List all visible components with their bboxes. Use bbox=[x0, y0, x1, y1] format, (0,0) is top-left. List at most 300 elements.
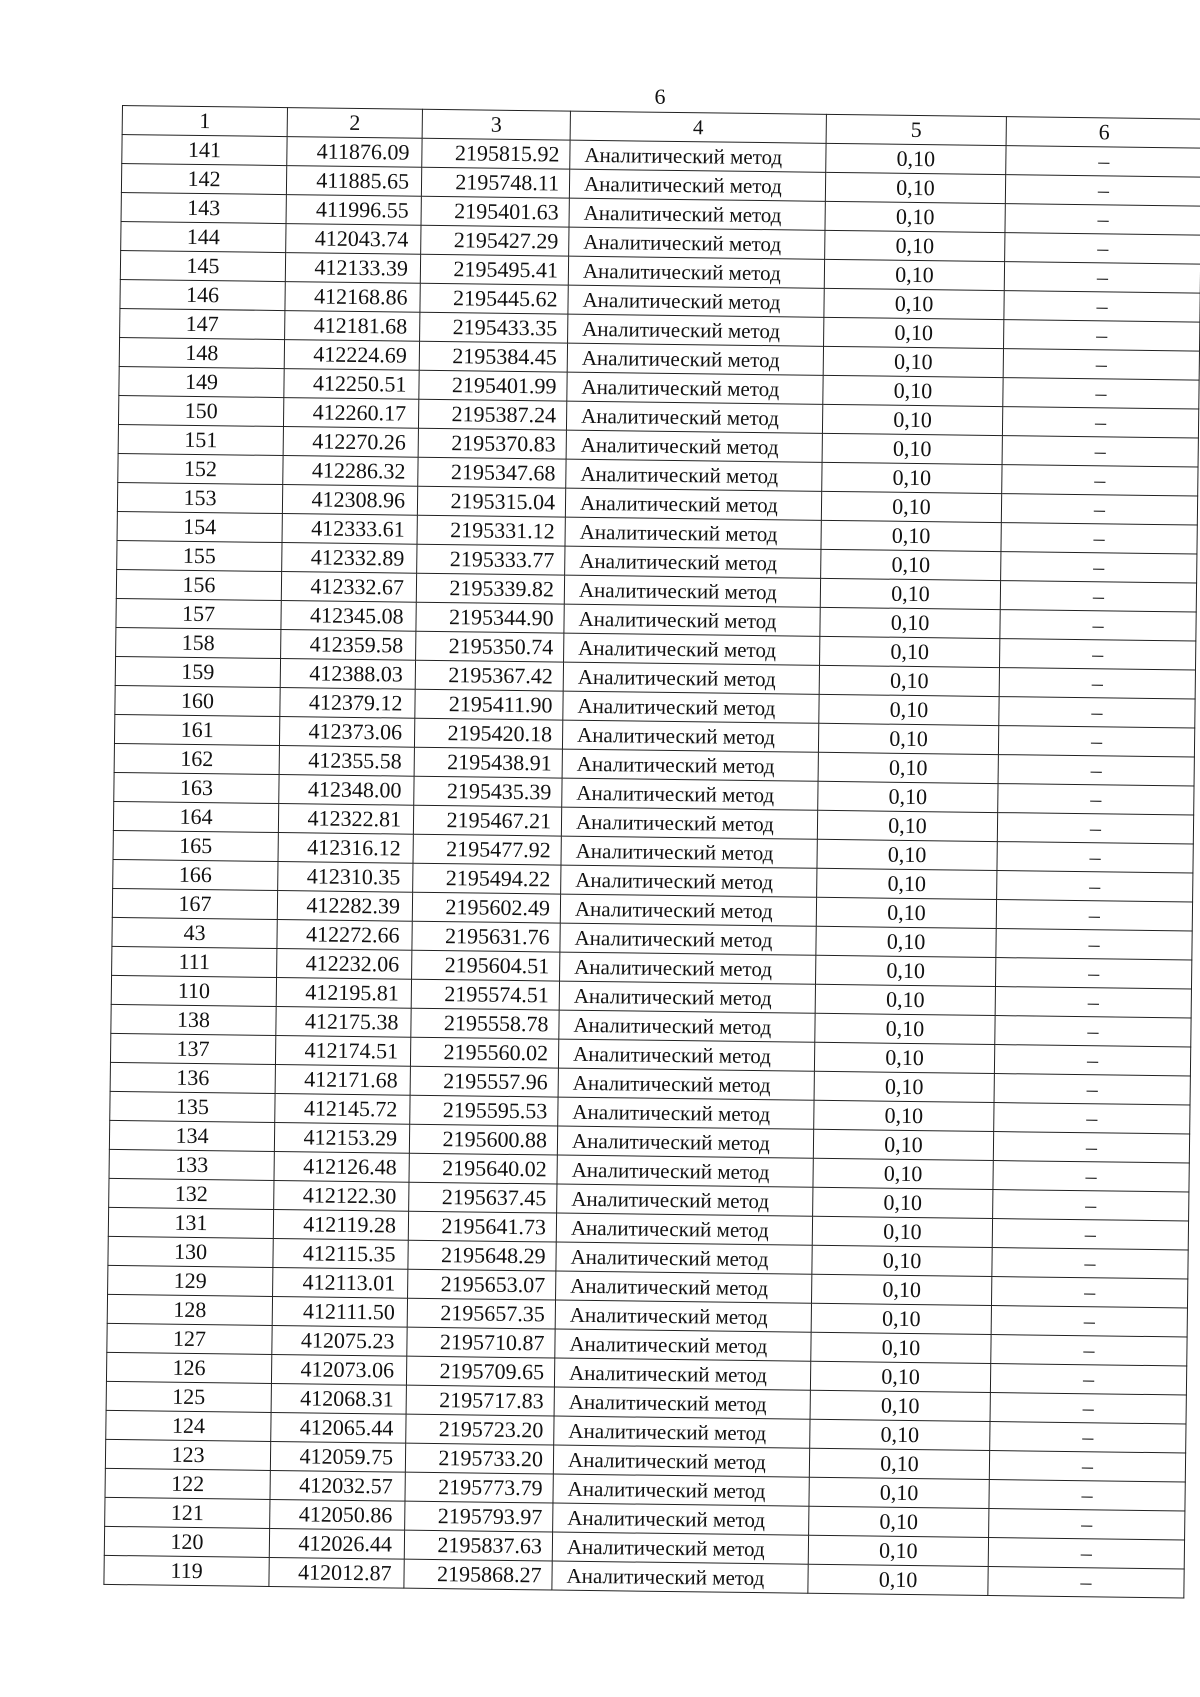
point-number-cell: 119 bbox=[104, 1555, 269, 1586]
y-coordinate-cell: 2195595.53 bbox=[410, 1095, 558, 1126]
method-cell: Аналитический метод bbox=[559, 981, 815, 1013]
accuracy-cell: 0,10 bbox=[809, 1448, 989, 1479]
x-coordinate-cell: 412195.81 bbox=[276, 978, 411, 1009]
method-cell: Аналитический метод bbox=[559, 1010, 815, 1042]
x-coordinate-cell: 412111.50 bbox=[272, 1296, 407, 1327]
y-coordinate-cell: 2195435.39 bbox=[414, 776, 562, 807]
accuracy-cell: 0,10 bbox=[818, 723, 998, 754]
header-cell-4: 4 bbox=[570, 111, 826, 143]
point-number-cell: 160 bbox=[115, 685, 280, 716]
y-coordinate-cell: 2195557.96 bbox=[410, 1066, 558, 1097]
note-cell: – bbox=[1000, 639, 1196, 670]
point-number-cell: 120 bbox=[104, 1526, 269, 1557]
accuracy-cell: 0,10 bbox=[814, 1100, 994, 1131]
y-coordinate-cell: 2195733.20 bbox=[405, 1443, 553, 1474]
note-cell: – bbox=[994, 1045, 1190, 1076]
accuracy-cell: 0,10 bbox=[819, 665, 999, 696]
method-cell: Аналитический метод bbox=[562, 778, 818, 810]
method-cell: Аналитический метод bbox=[568, 314, 824, 346]
x-coordinate-cell: 412174.51 bbox=[275, 1036, 410, 1067]
note-cell: – bbox=[991, 1335, 1187, 1366]
method-cell: Аналитический метод bbox=[563, 691, 819, 723]
method-cell: Аналитический метод bbox=[566, 459, 822, 491]
point-number-cell: 156 bbox=[116, 569, 281, 600]
point-number-cell: 136 bbox=[110, 1062, 275, 1093]
x-coordinate-cell: 412181.68 bbox=[285, 311, 420, 342]
note-cell: – bbox=[993, 1190, 1189, 1221]
accuracy-cell: 0,10 bbox=[814, 1071, 994, 1102]
x-coordinate-cell: 412355.58 bbox=[279, 746, 414, 777]
note-cell: – bbox=[1004, 262, 1200, 293]
accuracy-cell: 0,10 bbox=[822, 462, 1002, 493]
accuracy-cell: 0,10 bbox=[826, 143, 1006, 174]
y-coordinate-cell: 2195494.22 bbox=[413, 863, 561, 894]
point-number-cell: 131 bbox=[108, 1207, 273, 1238]
x-coordinate-cell: 412270.26 bbox=[283, 427, 418, 458]
accuracy-cell: 0,10 bbox=[823, 375, 1003, 406]
note-cell: – bbox=[1001, 552, 1197, 583]
point-number-cell: 126 bbox=[106, 1352, 271, 1383]
accuracy-cell: 0,10 bbox=[825, 201, 1005, 232]
accuracy-cell: 0,10 bbox=[824, 288, 1004, 319]
x-coordinate-cell: 412322.81 bbox=[278, 804, 413, 835]
accuracy-cell: 0,10 bbox=[825, 172, 1005, 203]
y-coordinate-cell: 2195315.04 bbox=[417, 486, 565, 517]
y-coordinate-cell: 2195331.12 bbox=[417, 515, 565, 546]
y-coordinate-cell: 2195467.21 bbox=[413, 805, 561, 836]
method-cell: Аналитический метод bbox=[563, 662, 819, 694]
x-coordinate-cell: 411996.55 bbox=[286, 195, 421, 226]
point-number-cell: 163 bbox=[114, 772, 279, 803]
method-cell: Аналитический метод bbox=[566, 430, 822, 462]
point-number-cell: 138 bbox=[111, 1004, 276, 1035]
method-cell: Аналитический метод bbox=[564, 633, 820, 665]
method-cell: Аналитический метод bbox=[565, 488, 821, 520]
method-cell: Аналитический метод bbox=[552, 1532, 808, 1564]
note-cell: – bbox=[999, 697, 1195, 728]
method-cell: Аналитический метод bbox=[557, 1155, 813, 1187]
point-number-cell: 129 bbox=[108, 1265, 273, 1296]
point-number-cell: 142 bbox=[121, 164, 286, 195]
note-cell: – bbox=[997, 813, 1193, 844]
accuracy-cell: 0,10 bbox=[816, 897, 996, 928]
method-cell: Аналитический метод bbox=[564, 575, 820, 607]
point-number-cell: 158 bbox=[116, 627, 281, 658]
point-number-cell: 150 bbox=[118, 395, 283, 426]
x-coordinate-cell: 412126.48 bbox=[274, 1151, 409, 1182]
x-coordinate-cell: 412175.38 bbox=[276, 1007, 411, 1038]
method-cell: Аналитический метод bbox=[565, 546, 821, 578]
note-cell: – bbox=[993, 1132, 1189, 1163]
note-cell: – bbox=[1001, 494, 1197, 525]
point-number-cell: 134 bbox=[109, 1120, 274, 1151]
note-cell: – bbox=[988, 1567, 1184, 1598]
method-cell: Аналитический метод bbox=[565, 517, 821, 549]
note-cell: – bbox=[997, 842, 1193, 873]
x-coordinate-cell: 412075.23 bbox=[272, 1325, 407, 1356]
point-number-cell: 145 bbox=[120, 250, 285, 281]
accuracy-cell: 0,10 bbox=[821, 520, 1001, 551]
x-coordinate-cell: 412232.06 bbox=[277, 949, 412, 980]
y-coordinate-cell: 2195387.24 bbox=[418, 399, 566, 430]
accuracy-cell: 0,10 bbox=[812, 1245, 992, 1276]
x-coordinate-cell: 412133.39 bbox=[285, 253, 420, 284]
accuracy-cell: 0,10 bbox=[817, 810, 997, 841]
x-coordinate-cell: 412050.86 bbox=[270, 1499, 405, 1530]
point-number-cell: 157 bbox=[116, 598, 281, 629]
point-number-cell: 127 bbox=[107, 1323, 272, 1354]
method-cell: Аналитический метод bbox=[554, 1416, 810, 1448]
note-cell: – bbox=[990, 1364, 1186, 1395]
y-coordinate-cell: 2195748.11 bbox=[421, 167, 569, 198]
accuracy-cell: 0,10 bbox=[810, 1361, 990, 1392]
y-coordinate-cell: 2195411.90 bbox=[415, 689, 563, 720]
note-cell: – bbox=[1005, 204, 1200, 235]
x-coordinate-cell: 412068.31 bbox=[271, 1383, 406, 1414]
note-cell: – bbox=[989, 1451, 1185, 1482]
method-cell: Аналитический метод bbox=[568, 256, 824, 288]
point-number-cell: 147 bbox=[120, 308, 285, 339]
y-coordinate-cell: 2195574.51 bbox=[411, 979, 559, 1010]
method-cell: Аналитический метод bbox=[556, 1242, 812, 1274]
point-number-cell: 135 bbox=[110, 1091, 275, 1122]
note-cell: – bbox=[1000, 610, 1196, 641]
accuracy-cell: 0,10 bbox=[810, 1419, 990, 1450]
note-cell: – bbox=[989, 1480, 1185, 1511]
accuracy-cell: 0,10 bbox=[824, 317, 1004, 348]
method-cell: Аналитический метод bbox=[569, 227, 825, 259]
note-cell: – bbox=[1005, 175, 1200, 206]
x-coordinate-cell: 412332.89 bbox=[282, 543, 417, 574]
note-cell: – bbox=[1004, 320, 1200, 351]
y-coordinate-cell: 2195445.62 bbox=[420, 283, 568, 314]
y-coordinate-cell: 2195648.29 bbox=[408, 1240, 556, 1271]
method-cell: Аналитический метод bbox=[560, 894, 816, 926]
point-number-cell: 111 bbox=[112, 946, 277, 977]
coordinates-table-container bbox=[103, 105, 1200, 1598]
y-coordinate-cell: 2195631.76 bbox=[412, 921, 560, 952]
note-cell: – bbox=[994, 1103, 1190, 1134]
point-number-cell: 133 bbox=[109, 1149, 274, 1180]
note-cell: – bbox=[992, 1219, 1188, 1250]
accuracy-cell: 0,10 bbox=[813, 1158, 993, 1189]
y-coordinate-cell: 2195433.35 bbox=[420, 312, 568, 343]
point-number-cell: 146 bbox=[120, 279, 285, 310]
method-cell: Аналитический метод bbox=[554, 1358, 810, 1390]
accuracy-cell: 0,10 bbox=[816, 926, 996, 957]
method-cell: Аналитический метод bbox=[555, 1300, 811, 1332]
point-number-cell: 144 bbox=[121, 221, 286, 252]
x-coordinate-cell: 412171.68 bbox=[275, 1065, 410, 1096]
note-cell: – bbox=[998, 755, 1194, 786]
y-coordinate-cell: 2195600.88 bbox=[409, 1124, 557, 1155]
y-coordinate-cell: 2195401.99 bbox=[419, 370, 567, 401]
method-cell: Аналитический метод bbox=[558, 1039, 814, 1071]
method-cell: Аналитический метод bbox=[552, 1561, 808, 1593]
y-coordinate-cell: 2195710.87 bbox=[407, 1327, 555, 1358]
accuracy-cell: 0,10 bbox=[821, 491, 1001, 522]
note-cell: – bbox=[995, 958, 1191, 989]
header-cell-2: 2 bbox=[287, 108, 422, 139]
accuracy-cell: 0,10 bbox=[815, 1013, 995, 1044]
accuracy-cell: 0,10 bbox=[810, 1390, 990, 1421]
x-coordinate-cell: 412310.35 bbox=[278, 862, 413, 893]
note-cell: – bbox=[991, 1306, 1187, 1337]
y-coordinate-cell: 2195344.90 bbox=[416, 602, 564, 633]
accuracy-cell: 0,10 bbox=[823, 346, 1003, 377]
note-cell: – bbox=[997, 871, 1193, 902]
note-cell: – bbox=[995, 987, 1191, 1018]
accuracy-cell: 0,10 bbox=[822, 404, 1002, 435]
y-coordinate-cell: 2195370.83 bbox=[418, 428, 566, 459]
note-cell: – bbox=[1000, 581, 1196, 612]
page-number: 6 bbox=[654, 84, 666, 109]
method-cell: Аналитический метод bbox=[561, 807, 817, 839]
note-cell: – bbox=[999, 668, 1195, 699]
y-coordinate-cell: 2195477.92 bbox=[413, 834, 561, 865]
method-cell: Аналитический метод bbox=[561, 836, 817, 868]
accuracy-cell: 0,10 bbox=[811, 1303, 991, 1334]
accuracy-cell: 0,10 bbox=[821, 549, 1001, 580]
method-cell: Аналитический метод bbox=[566, 401, 822, 433]
point-number-cell: 121 bbox=[105, 1497, 270, 1528]
x-coordinate-cell: 412073.06 bbox=[271, 1354, 406, 1385]
y-coordinate-cell: 2195717.83 bbox=[406, 1385, 554, 1416]
method-cell: Аналитический метод bbox=[555, 1329, 811, 1361]
point-number-cell: 167 bbox=[112, 888, 277, 919]
point-number-cell: 110 bbox=[111, 975, 276, 1006]
x-coordinate-cell: 412122.30 bbox=[274, 1180, 409, 1211]
method-cell: Аналитический метод bbox=[557, 1126, 813, 1158]
y-coordinate-cell: 2195347.68 bbox=[418, 457, 566, 488]
note-cell: – bbox=[1003, 349, 1199, 380]
x-coordinate-cell: 412043.74 bbox=[286, 224, 421, 255]
x-coordinate-cell: 412113.01 bbox=[273, 1267, 408, 1298]
note-cell: – bbox=[1005, 233, 1200, 264]
accuracy-cell: 0,10 bbox=[820, 578, 1000, 609]
note-cell: – bbox=[990, 1393, 1186, 1424]
method-cell: Аналитический метод bbox=[558, 1068, 814, 1100]
y-coordinate-cell: 2195560.02 bbox=[410, 1037, 558, 1068]
x-coordinate-cell: 411885.65 bbox=[286, 166, 421, 197]
method-cell: Аналитический метод bbox=[558, 1097, 814, 1129]
accuracy-cell: 0,10 bbox=[820, 607, 1000, 638]
y-coordinate-cell: 2195653.07 bbox=[408, 1269, 556, 1300]
accuracy-cell: 0,10 bbox=[817, 868, 997, 899]
accuracy-cell: 0,10 bbox=[808, 1564, 988, 1595]
accuracy-cell: 0,10 bbox=[818, 752, 998, 783]
x-coordinate-cell: 411876.09 bbox=[287, 137, 422, 168]
note-cell: – bbox=[1002, 436, 1198, 467]
point-number-cell: 125 bbox=[106, 1381, 271, 1412]
point-number-cell: 151 bbox=[118, 424, 283, 455]
y-coordinate-cell: 2195420.18 bbox=[414, 718, 562, 749]
x-coordinate-cell: 412345.08 bbox=[281, 601, 416, 632]
accuracy-cell: 0,10 bbox=[811, 1274, 991, 1305]
x-coordinate-cell: 412286.32 bbox=[283, 456, 418, 487]
header-cell-1: 1 bbox=[122, 106, 287, 137]
y-coordinate-cell: 2195837.63 bbox=[404, 1530, 552, 1561]
note-cell: – bbox=[1002, 407, 1198, 438]
y-coordinate-cell: 2195367.42 bbox=[415, 660, 563, 691]
accuracy-cell: 0,10 bbox=[809, 1477, 989, 1508]
y-coordinate-cell: 2195333.77 bbox=[417, 544, 565, 575]
point-number-cell: 152 bbox=[118, 453, 283, 484]
accuracy-cell: 0,10 bbox=[814, 1042, 994, 1073]
y-coordinate-cell: 2195350.74 bbox=[416, 631, 564, 662]
accuracy-cell: 0,10 bbox=[825, 230, 1005, 261]
accuracy-cell: 0,10 bbox=[808, 1535, 988, 1566]
x-coordinate-cell: 412119.28 bbox=[273, 1209, 408, 1240]
accuracy-cell: 0,10 bbox=[809, 1506, 989, 1537]
y-coordinate-cell: 2195709.65 bbox=[406, 1356, 554, 1387]
point-number-cell: 130 bbox=[108, 1236, 273, 1267]
y-coordinate-cell: 2195604.51 bbox=[412, 950, 560, 981]
x-coordinate-cell: 412250.51 bbox=[284, 369, 419, 400]
method-cell: Аналитический метод bbox=[560, 952, 816, 984]
method-cell: Аналитический метод bbox=[553, 1503, 809, 1535]
x-coordinate-cell: 412348.00 bbox=[279, 775, 414, 806]
method-cell: Аналитический метод bbox=[570, 140, 826, 172]
y-coordinate-cell: 2195438.91 bbox=[414, 747, 562, 778]
x-coordinate-cell: 412026.44 bbox=[269, 1528, 404, 1559]
x-coordinate-cell: 412308.96 bbox=[282, 485, 417, 516]
point-number-cell: 165 bbox=[113, 830, 278, 861]
method-cell: Аналитический метод bbox=[562, 720, 818, 752]
note-cell: – bbox=[1006, 146, 1200, 177]
point-number-cell: 141 bbox=[122, 135, 287, 166]
point-number-cell: 154 bbox=[117, 511, 282, 542]
x-coordinate-cell: 412388.03 bbox=[280, 659, 415, 690]
y-coordinate-cell: 2195384.45 bbox=[419, 341, 567, 372]
point-number-cell: 43 bbox=[112, 917, 277, 948]
header-cell-5: 5 bbox=[826, 114, 1006, 145]
point-number-cell: 148 bbox=[119, 337, 284, 368]
y-coordinate-cell: 2195773.79 bbox=[405, 1472, 553, 1503]
accuracy-cell: 0,10 bbox=[819, 694, 999, 725]
y-coordinate-cell: 2195401.63 bbox=[421, 196, 569, 227]
x-coordinate-cell: 412272.66 bbox=[277, 920, 412, 951]
method-cell: Аналитический метод bbox=[553, 1474, 809, 1506]
accuracy-cell: 0,10 bbox=[815, 984, 995, 1015]
note-cell: – bbox=[1001, 523, 1197, 554]
note-cell: – bbox=[992, 1248, 1188, 1279]
point-number-cell: 122 bbox=[105, 1468, 270, 1499]
x-coordinate-cell: 412316.12 bbox=[278, 833, 413, 864]
y-coordinate-cell: 2195637.45 bbox=[409, 1182, 557, 1213]
y-coordinate-cell: 2195339.82 bbox=[416, 573, 564, 604]
point-number-cell: 137 bbox=[110, 1033, 275, 1064]
point-number-cell: 161 bbox=[114, 714, 279, 745]
note-cell: – bbox=[995, 1016, 1191, 1047]
method-cell: Аналитический метод bbox=[567, 343, 823, 375]
point-number-cell: 143 bbox=[121, 192, 286, 223]
note-cell: – bbox=[998, 784, 1194, 815]
note-cell: – bbox=[989, 1509, 1185, 1540]
x-coordinate-cell: 412224.69 bbox=[284, 340, 419, 371]
method-cell: Аналитический метод bbox=[569, 198, 825, 230]
accuracy-cell: 0,10 bbox=[817, 839, 997, 870]
x-coordinate-cell: 412145.72 bbox=[275, 1094, 410, 1125]
point-number-cell: 159 bbox=[115, 656, 280, 687]
point-number-cell: 128 bbox=[107, 1294, 272, 1325]
x-coordinate-cell: 412332.67 bbox=[281, 572, 416, 603]
x-coordinate-cell: 412379.12 bbox=[280, 688, 415, 719]
header-cell-3: 3 bbox=[422, 109, 570, 140]
note-cell: – bbox=[991, 1277, 1187, 1308]
coordinates-table bbox=[103, 105, 1200, 1598]
y-coordinate-cell: 2195868.27 bbox=[404, 1559, 552, 1590]
accuracy-cell: 0,10 bbox=[813, 1129, 993, 1160]
x-coordinate-cell: 412260.17 bbox=[283, 398, 418, 429]
note-cell: – bbox=[1004, 291, 1200, 322]
method-cell: Аналитический метод bbox=[561, 865, 817, 897]
accuracy-cell: 0,10 bbox=[818, 781, 998, 812]
method-cell: Аналитический метод bbox=[567, 372, 823, 404]
note-cell: – bbox=[994, 1074, 1190, 1105]
y-coordinate-cell: 2195793.97 bbox=[405, 1501, 553, 1532]
accuracy-cell: 0,10 bbox=[824, 259, 1004, 290]
note-cell: – bbox=[1003, 378, 1199, 409]
method-cell: Аналитический метод bbox=[553, 1445, 809, 1477]
y-coordinate-cell: 2195640.02 bbox=[409, 1153, 557, 1184]
y-coordinate-cell: 2195815.92 bbox=[422, 138, 570, 169]
x-coordinate-cell: 412012.87 bbox=[269, 1557, 404, 1588]
point-number-cell: 164 bbox=[113, 801, 278, 832]
note-cell: – bbox=[996, 929, 1192, 960]
note-cell: – bbox=[988, 1538, 1184, 1569]
accuracy-cell: 0,10 bbox=[816, 955, 996, 986]
y-coordinate-cell: 2195495.41 bbox=[420, 254, 568, 285]
x-coordinate-cell: 412059.75 bbox=[270, 1441, 405, 1472]
accuracy-cell: 0,10 bbox=[822, 433, 1002, 464]
x-coordinate-cell: 412153.29 bbox=[274, 1122, 409, 1153]
x-coordinate-cell: 412359.58 bbox=[281, 630, 416, 661]
x-coordinate-cell: 412032.57 bbox=[270, 1470, 405, 1501]
x-coordinate-cell: 412065.44 bbox=[271, 1412, 406, 1443]
y-coordinate-cell: 2195641.73 bbox=[408, 1211, 556, 1242]
point-number-cell: 149 bbox=[119, 366, 284, 397]
x-coordinate-cell: 412282.39 bbox=[277, 891, 412, 922]
method-cell: Аналитический метод bbox=[556, 1213, 812, 1245]
header-cell-6: 6 bbox=[1006, 117, 1200, 148]
point-number-cell: 132 bbox=[109, 1178, 274, 1209]
method-cell: Аналитический метод bbox=[562, 749, 818, 781]
y-coordinate-cell: 2195657.35 bbox=[407, 1298, 555, 1329]
point-number-cell: 162 bbox=[114, 743, 279, 774]
note-cell: – bbox=[1002, 465, 1198, 496]
x-coordinate-cell: 412115.35 bbox=[273, 1238, 408, 1269]
accuracy-cell: 0,10 bbox=[812, 1216, 992, 1247]
note-cell: – bbox=[998, 726, 1194, 757]
accuracy-cell: 0,10 bbox=[820, 636, 1000, 667]
note-cell: – bbox=[990, 1422, 1186, 1453]
method-cell: Аналитический метод bbox=[554, 1387, 810, 1419]
y-coordinate-cell: 2195723.20 bbox=[406, 1414, 554, 1445]
point-number-cell: 123 bbox=[105, 1439, 270, 1470]
y-coordinate-cell: 2195427.29 bbox=[421, 225, 569, 256]
method-cell: Аналитический метод bbox=[564, 604, 820, 636]
method-cell: Аналитический метод bbox=[557, 1184, 813, 1216]
y-coordinate-cell: 2195602.49 bbox=[412, 892, 560, 923]
method-cell: Аналитический метод bbox=[568, 285, 824, 317]
x-coordinate-cell: 412373.06 bbox=[279, 717, 414, 748]
point-number-cell: 124 bbox=[106, 1410, 271, 1441]
x-coordinate-cell: 412168.86 bbox=[285, 282, 420, 313]
table-body bbox=[104, 106, 1200, 1598]
accuracy-cell: 0,10 bbox=[813, 1187, 993, 1218]
note-cell: – bbox=[993, 1161, 1189, 1192]
